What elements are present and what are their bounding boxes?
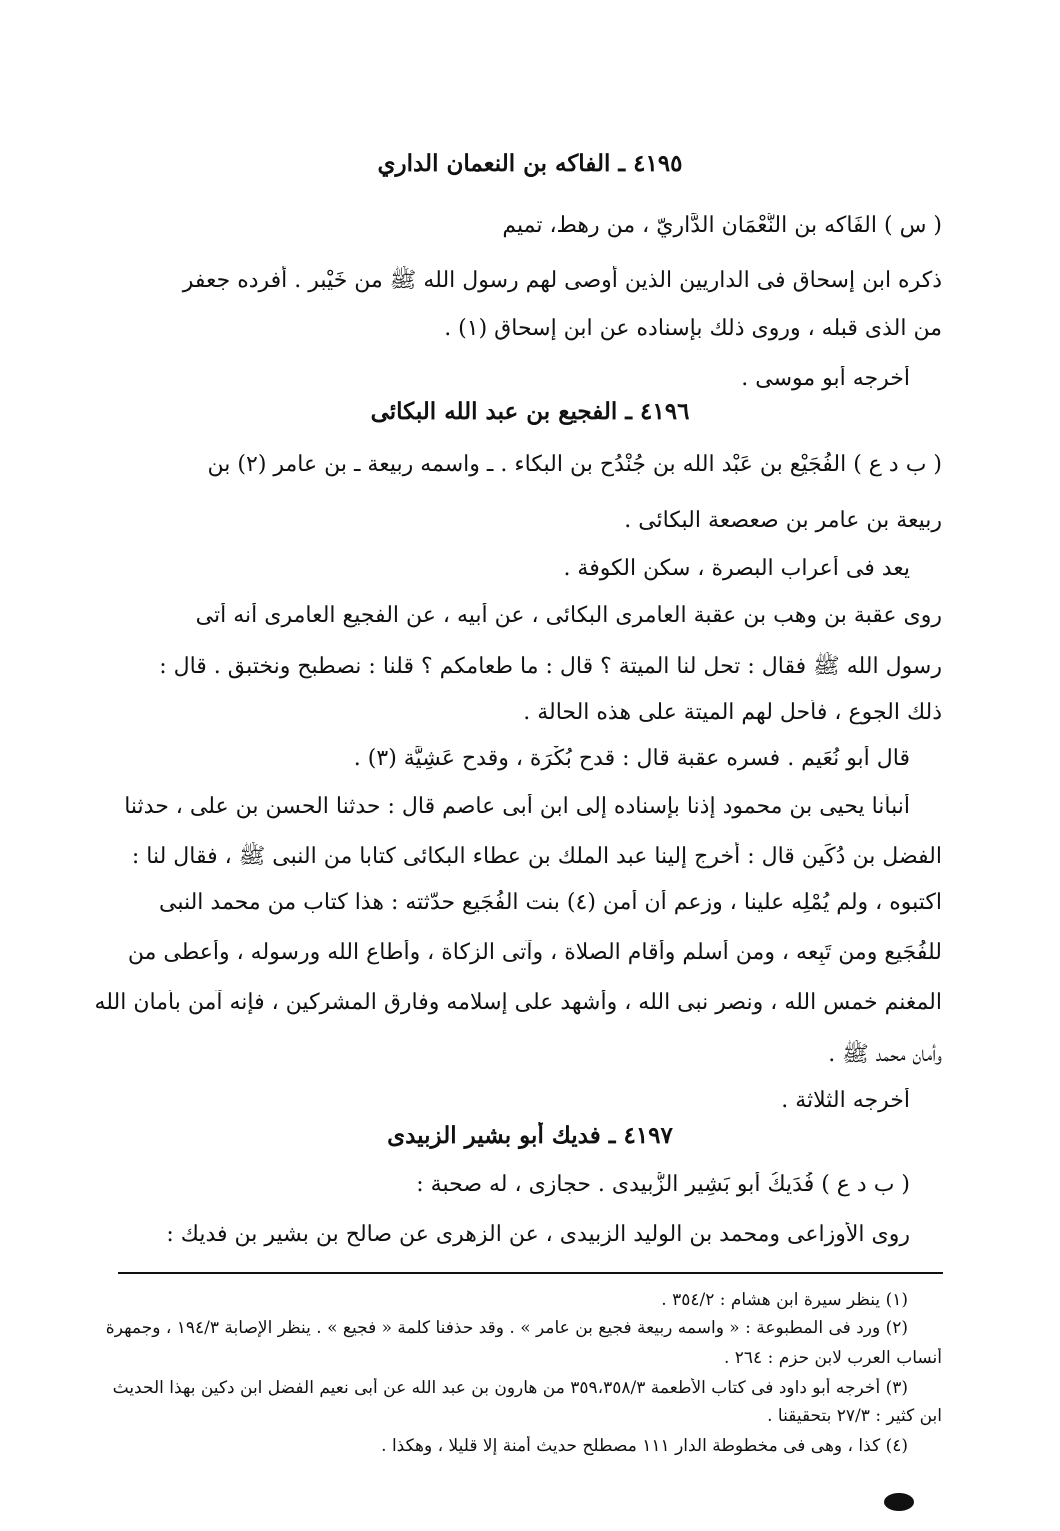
footnote: (٤) كذا ، وهى فى مخطوطة الدار ١١١ مصطلح حديث أمنة إلا قليلا ، وهكذا . <box>381 1436 908 1456</box>
text-line: ( ب د ع ) فُدَيكُ أبو بَشِير الزُّبيدى . حجازى ، له صحبة : <box>416 1172 910 1197</box>
text-line: للفُجَيع ومن تَبِعه ، ومن أسلم وأقام الصلاة ، وآتى الزكاة ، وأطاع الله ورسوله ، وأعطى من <box>127 940 942 965</box>
entry-heading: ٤١٩٥ ـ الفاكه بن النعمان الداري <box>377 150 683 177</box>
text-line: أخرجه الثلاثة . <box>781 1088 910 1113</box>
footnote: (٣) أخرجه أبو داود فى كتاب الأطعمة ٣٥٩،٣٥٨/٣ من هارون بن عبد الله عن أبى نعيم الفضل ابن دكين بهذا الحديث <box>112 1378 908 1398</box>
text-line: روى الأوزاعى ومحمد بن الوليد الزبيدى ، عن الزهرى عن صالح بن بشير بن فديك : <box>166 1222 910 1247</box>
entry-heading: ٤١٩٦ ـ الفجيع بن عبد الله البكائى <box>370 398 690 425</box>
entry-heading: ٤١٩٧ ـ فديك أبو بشير الزبيدى <box>387 1122 673 1149</box>
footnote: (١) ينظر سيرة ابن هشام : ٣٥٤/٢ . <box>661 1290 908 1310</box>
text-line: أخرجه أبو موسى . <box>741 366 910 391</box>
page-number-mark <box>884 1493 914 1511</box>
text-line: ( س ) الفَاكه بن النُّعْمَان الدَّارِيّ ، من رهط، تميم <box>502 213 942 238</box>
text-line: رسول الله ﷺ فقال : تحل لنا الميتة ؟ قال : ما طعامكم ؟ قلنا : نصطبح ونختبق . قال : <box>159 654 942 679</box>
text-line: من الذى قبله ، وروى ذلك بإسناده عن ابن إسحاق (١) . <box>444 316 942 341</box>
text-line: ربيعة بن عامر بن صعصعة البكائى . <box>624 508 942 533</box>
text-line: قال أبو نُعَيم . فسره عقبة قال : قدح بُكْرَة ، وقدح عَشِيَّة (٣) . <box>353 746 910 771</box>
footnote: (٢) ورد فى المطبوعة : « واسمه ربيعة فجيع بن عامر » . وقد حذفنا كلمة « فجيع » . ينظر الإصابة ١٩٤/٣ ، وجمهرة <box>105 1318 908 1338</box>
text-line: وأمان محمد ﷺ . <box>828 1042 942 1067</box>
text-line: روى عقبة بن وهب بن عقبة العامرى البكائى ، عن أبيه ، عن الفجيع العامرى أنه أتى <box>195 603 942 628</box>
text-line: الفضل بن دُكَين قال : أخرج إلينا عبد الملك بن عطاء البكائى كتابا من النبى ﷺ ، فقال لنا : <box>131 844 942 869</box>
text-line: ذكره ابن إسحاق فى الداريين الذين أوصى لهم رسول الله ﷺ من خَيْبر . أفرده جعفر <box>182 268 942 293</box>
text-line: ذلك الجوع ، فأحل لهم الميتة على هذه الحالة . <box>523 700 942 725</box>
footnote: ابن كثير : ٢٧/٣ بتحقيقنا . <box>767 1406 942 1426</box>
footnote: أنساب العرب لابن حزم : ٢٦٤ . <box>723 1348 942 1368</box>
footnote-separator <box>118 1272 943 1274</box>
text-line: أنبأنا يحيى بن محمود إذنا بإسناده إلى ابن أبى عاصم قال : حدثنا الحسن بن على ، حدثنا <box>124 794 910 819</box>
text-line: المغنم خمس الله ، ونصر نبى الله ، وأشهد على إسلامه وفارق المشركين ، فإنه آمن بأمان الله <box>94 990 942 1015</box>
text-line: ( ب د ع ) الفُجَيْع بن عَبْد الله بن جُنْدُح بن البكاء . ـ واسمه ربيعة ـ بن عامر (٢) بن <box>207 452 942 477</box>
text-line: اكتبوه ، ولم يُمْلِه علينا ، وزعم أن أمن (٤) بنت الفُجَيع حدّثته : هذا كتاب من محمد النبى <box>158 890 942 915</box>
text-line: يعد فى أعراب البصرة ، سكن الكوفة . <box>563 556 910 581</box>
